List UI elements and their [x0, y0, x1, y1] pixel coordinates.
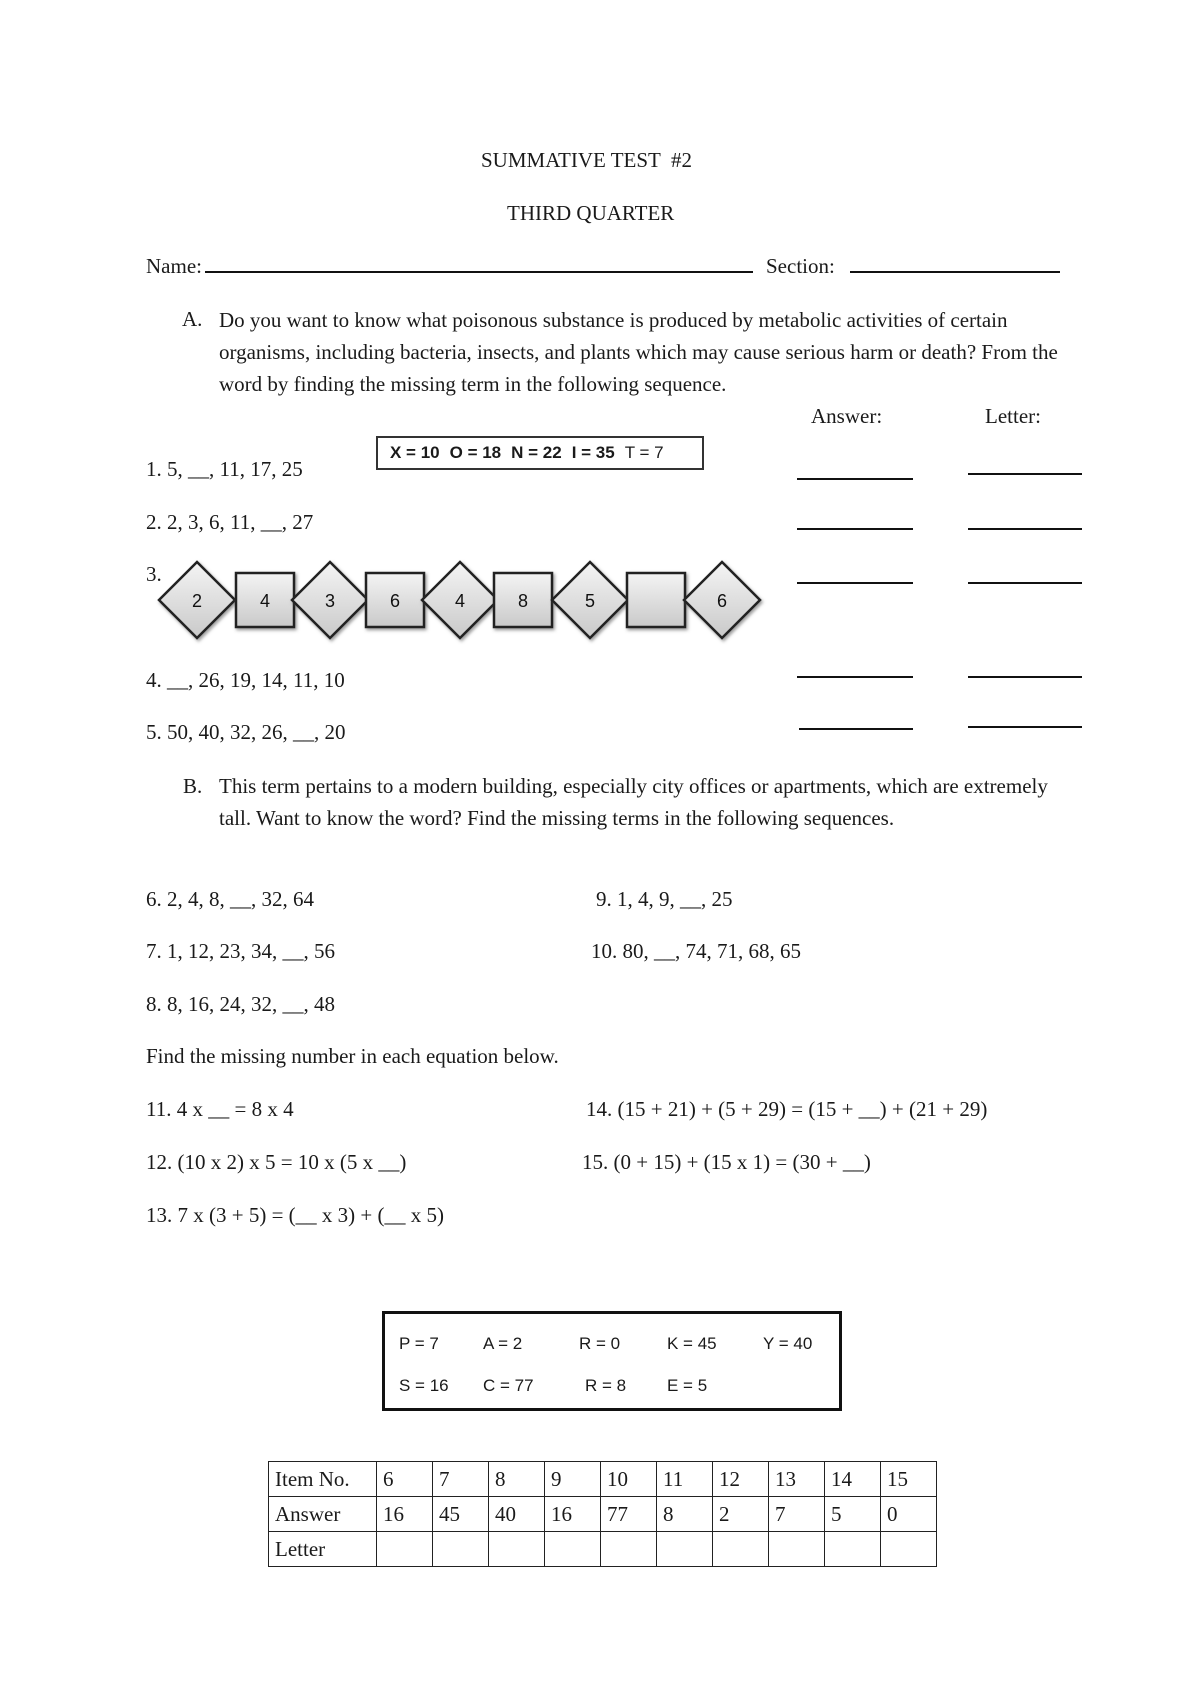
answer-column-header: Answer:: [811, 404, 883, 428]
key-y: Y = 40: [763, 1334, 813, 1353]
key-c: C = 77: [483, 1376, 534, 1395]
answer-cell: 16: [377, 1497, 433, 1532]
key-n: N = 22: [511, 443, 562, 462]
answer-cell: 8: [657, 1497, 713, 1532]
question-3: 3.: [146, 562, 162, 586]
section-field-line[interactable]: [850, 271, 1060, 273]
question-11: 11. 4 x __ = 8 x 4: [146, 1097, 294, 1121]
part-a-marker: A.: [182, 307, 203, 331]
part-b-instruction: This term pertains to a modern building, especially city offices or apartments, which are extremely tall. Want to know the word? Find the missing terms in the following sequences.: [219, 774, 1048, 830]
letter-blank-1[interactable]: [968, 473, 1082, 475]
part-a-instruction: Do you want to know what poisonous substance is produced by metabolic activities of certain organisms, including bacteria, insects, and plants which may cause serious harm or death? From the word by finding the missing term in the following sequence.: [219, 308, 1058, 396]
item-cell: 6: [377, 1462, 433, 1497]
item-cell: 13: [769, 1462, 825, 1497]
answer-cell: 40: [489, 1497, 545, 1532]
square-shape: [627, 573, 685, 627]
answer-row: [269, 1497, 937, 1532]
row-label-item: Item No.: [269, 1462, 377, 1497]
key-x: X = 10: [390, 443, 440, 462]
page-title: SUMMATIVE TEST #2: [481, 148, 692, 172]
shape-label: 4: [454, 591, 466, 611]
row-label-letter: Letter: [269, 1532, 377, 1567]
name-field-line[interactable]: [205, 271, 753, 273]
question-8: 8. 8, 16, 24, 32, __, 48: [146, 992, 335, 1016]
letter-cell[interactable]: [545, 1532, 601, 1567]
shape-label: 8: [517, 591, 529, 611]
item-cell: 12: [713, 1462, 769, 1497]
question-4: 4. __, 26, 19, 14, 11, 10: [146, 668, 345, 692]
key-k: K = 45: [667, 1334, 717, 1353]
letter-blank-3[interactable]: [968, 582, 1082, 584]
equation-instruction: Find the missing number in each equation below.: [146, 1044, 559, 1068]
shape-sequence: [150, 550, 770, 650]
question-14: 14. (15 + 21) + (5 + 29) = (15 + __) + (21 + 29): [586, 1097, 988, 1121]
answer-blank-5[interactable]: [799, 728, 913, 730]
question-2: 2. 2, 3, 6, 11, __, 27: [146, 510, 314, 534]
answer-table: [268, 1461, 937, 1567]
key-r-0: R = 0: [579, 1334, 621, 1353]
letter-cell[interactable]: [489, 1532, 545, 1567]
key-o: O = 18: [449, 443, 502, 462]
question-1: 1. 5, __, 11, 17, 25: [146, 457, 303, 481]
item-cell: 14: [825, 1462, 881, 1497]
letter-cell[interactable]: [769, 1532, 825, 1567]
question-13: 13. 7 x (3 + 5) = (__ x 3) + (__ x 5): [146, 1203, 444, 1227]
answer-blank-4[interactable]: [797, 676, 913, 678]
answer-cell: 0: [881, 1497, 937, 1532]
key-p: P = 7: [399, 1334, 439, 1353]
answer-blank-1[interactable]: [797, 478, 913, 480]
answer-cell: 2: [713, 1497, 769, 1532]
shape-label: 5: [584, 591, 596, 611]
item-cell: 10: [601, 1462, 657, 1497]
letter-cell[interactable]: [657, 1532, 713, 1567]
answer-cell: 5: [825, 1497, 881, 1532]
answer-cell: 45: [433, 1497, 489, 1532]
shape-label: 4: [259, 591, 271, 611]
item-number-row: [269, 1462, 937, 1497]
letter-blank-5[interactable]: [968, 726, 1082, 728]
key-r-8: R = 8: [585, 1376, 627, 1395]
answer-cell: 77: [601, 1497, 657, 1532]
key-a: A = 2: [483, 1334, 523, 1353]
letter-cell[interactable]: [825, 1532, 881, 1567]
question-5: 5. 50, 40, 32, 26, __, 20: [146, 720, 346, 744]
shape-label: 6: [716, 591, 728, 611]
item-cell: 8: [489, 1462, 545, 1497]
shape-label: 6: [389, 591, 401, 611]
part-b-marker: B.: [183, 774, 203, 798]
key-i: I = 35: [571, 443, 615, 462]
letter-column-header: Letter:: [985, 404, 1041, 428]
letter-cell[interactable]: [433, 1532, 489, 1567]
page-subtitle: THIRD QUARTER: [507, 201, 675, 225]
question-12: 12. (10 x 2) x 5 = 10 x (5 x __): [146, 1150, 407, 1174]
letter-row: [269, 1532, 937, 1567]
key-t: T = 7: [624, 443, 664, 462]
shape-label: 3: [324, 591, 336, 611]
key-e: E = 5: [667, 1376, 708, 1395]
shape-label: 2: [191, 591, 203, 611]
question-6: 6. 2, 4, 8, __, 32, 64: [146, 887, 314, 911]
question-10: 10. 80, __, 74, 71, 68, 65: [591, 939, 801, 963]
section-label: Section:: [766, 254, 835, 278]
question-9: 9. 1, 4, 9, __, 25: [596, 887, 733, 911]
item-cell: 11: [657, 1462, 713, 1497]
question-7: 7. 1, 12, 23, 34, __, 56: [146, 939, 335, 963]
letter-cell[interactable]: [881, 1532, 937, 1567]
letter-cell[interactable]: [713, 1532, 769, 1567]
item-cell: 9: [545, 1462, 601, 1497]
answer-blank-2[interactable]: [797, 528, 913, 530]
letter-blank-4[interactable]: [968, 676, 1082, 678]
name-label: Name:: [146, 254, 202, 278]
part-a-letter-key: [376, 436, 704, 470]
row-label-answer: Answer: [269, 1497, 377, 1532]
answer-blank-3[interactable]: [797, 582, 913, 584]
letter-blank-2[interactable]: [968, 528, 1082, 530]
answer-cell: 16: [545, 1497, 601, 1532]
answer-cell: 7: [769, 1497, 825, 1532]
letter-cell[interactable]: [377, 1532, 433, 1567]
key-s: S = 16: [399, 1376, 449, 1395]
item-cell: 15: [881, 1462, 937, 1497]
part-b-letter-key: [382, 1311, 842, 1411]
letter-cell[interactable]: [601, 1532, 657, 1567]
item-cell: 7: [433, 1462, 489, 1497]
question-15: 15. (0 + 15) + (15 x 1) = (30 + __): [582, 1150, 871, 1174]
